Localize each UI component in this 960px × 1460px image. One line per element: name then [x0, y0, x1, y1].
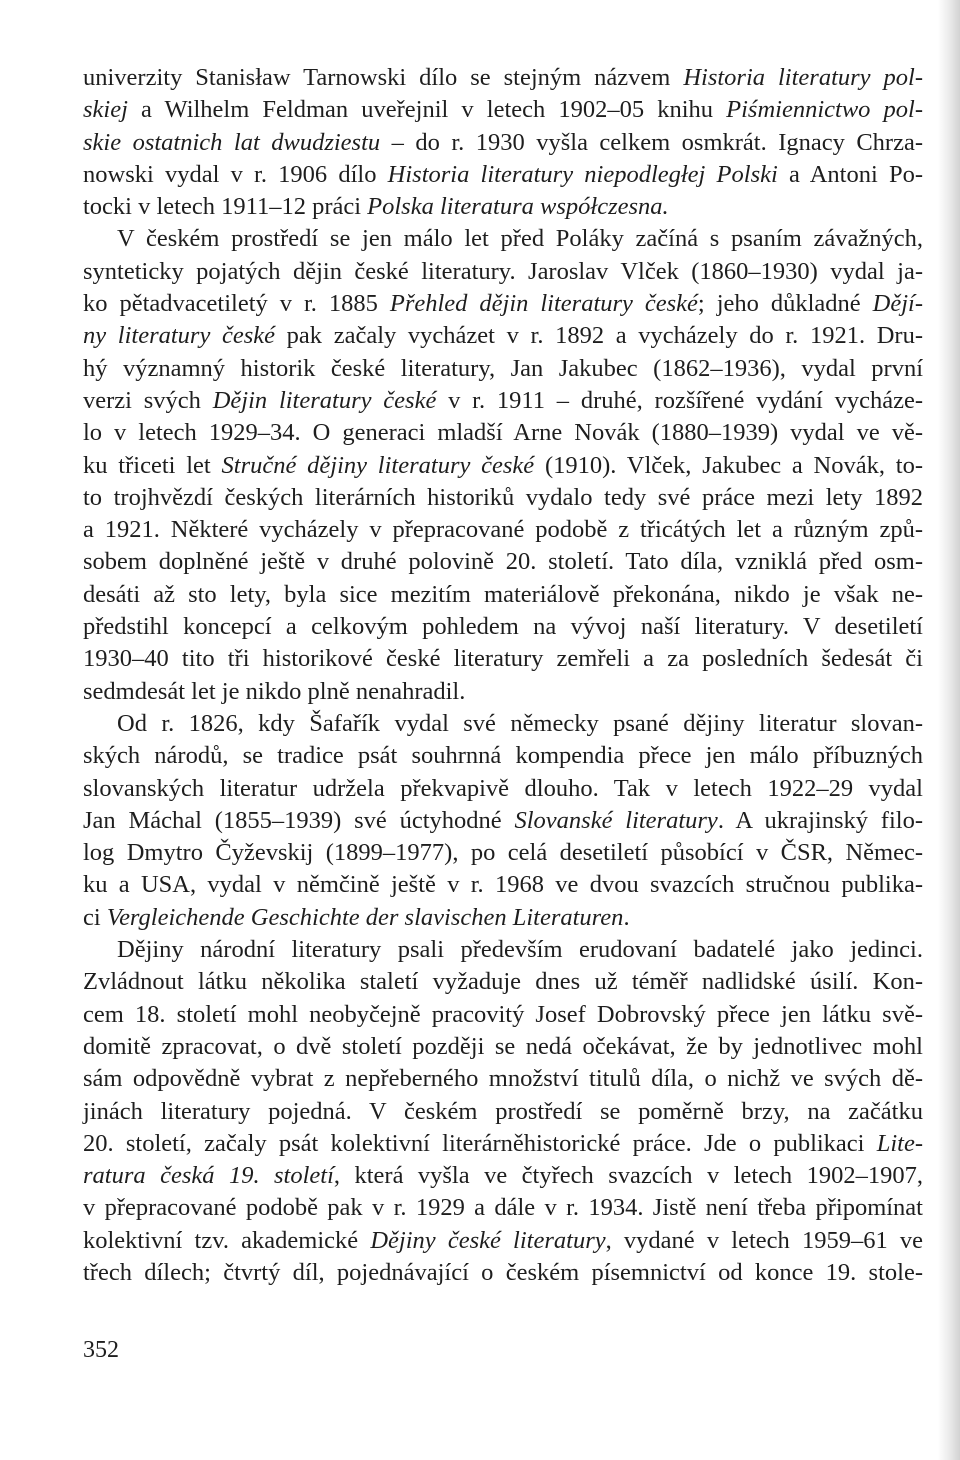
italic-title: Stručné dějiny literatury české [221, 451, 535, 479]
text-run: . [623, 903, 630, 931]
text-line [83, 159, 923, 191]
text-line [83, 740, 923, 772]
text-run: sám odpovědně vybrat z nepřeberného množství titulů díla, o nichž ve svých dě- [83, 1065, 923, 1093]
text-run: sedmdesát let je nikdo plně nenahradil. [83, 677, 466, 705]
text-run: ko pětadvacetiletý v r. 1885 [83, 290, 390, 318]
text-line [83, 1031, 923, 1063]
text-run: (1910). Vlček, Jakubec a Novák, to- [534, 451, 924, 479]
text-line [83, 837, 923, 869]
text-line [83, 611, 923, 643]
text-run: Jan Máchal (1855–1939) své úctyhodné [83, 806, 515, 834]
italic-title: Dějin literatury české [212, 386, 437, 414]
text-run: třech dílech; čtvrtý díl, pojednávající o českém písemnictví od konce 19. stole- [83, 1258, 923, 1286]
text-line [83, 288, 923, 320]
text-run: jinách literatury pojedná. V českém prostředí se poměrně brzy, na začátku [83, 1097, 923, 1125]
text-run: univerzity Stanisław Tarnowski dílo se stejným názvem [83, 64, 684, 91]
italic-title: ratura česká 19. století [83, 1162, 334, 1190]
text-run: slovanských literatur udržela překvapivě dlouho. Tak v letech 1922–29 vydal [83, 774, 923, 802]
text-line [83, 1160, 923, 1192]
text-run: ci [83, 903, 107, 931]
page-number: 352 [83, 1337, 119, 1363]
text-run: , vydané v letech 1959–61 ve [605, 1226, 924, 1254]
text-line [83, 223, 923, 255]
text-line [83, 708, 923, 740]
italic-title: Historia literatury pol- [683, 64, 923, 91]
text-run: pak začaly vycházet v r. 1892 a vycházely do r. 1921. Dru- [275, 322, 923, 350]
text-run: cem 18. století mohl neobyčejně pracovitý Josef Dobrovský přece jen látku svě- [83, 1000, 923, 1028]
text-line [83, 450, 923, 482]
text-line [83, 385, 923, 417]
page-edge-shadow [938, 0, 960, 1460]
text-line [83, 1225, 923, 1257]
paragraph [83, 62, 923, 223]
text-line [83, 127, 923, 159]
text-run: lo v letech 1929–34. O generaci mladší Arne Novák (1880–1939) vydal ve vě- [83, 419, 923, 447]
text-line [83, 805, 923, 837]
paragraph [83, 223, 923, 707]
text-line [83, 869, 923, 901]
text-run: nowski vydal v r. 1906 dílo [83, 160, 388, 188]
italic-title: Vergleichende Geschichte der slavischen Literaturen [106, 903, 624, 931]
text-line [83, 62, 923, 94]
italic-title: Polska literatura współczesna. [367, 193, 669, 221]
italic-title: Lite- [876, 1129, 923, 1157]
italic-title: Dějiny české literatury [370, 1226, 606, 1254]
text-line [83, 256, 923, 288]
text-line [83, 902, 923, 934]
text-line [83, 676, 923, 708]
text-run: synteticky pojatých dějin české literatury. Jaroslav Vlček (1860–1930) vydal ja- [83, 257, 923, 285]
italic-title: Dějí- [872, 290, 923, 318]
text-run: ku třiceti let [83, 451, 222, 479]
text-run: předstihl koncepcí a celkovým pohledem na vývoj naší literatury. V desetiletí [83, 613, 923, 641]
text-line [83, 94, 923, 126]
paragraph [83, 708, 923, 934]
italic-title: skiej [83, 96, 128, 124]
text-run: v přepracované podobě pak v r. 1929 a dále v r. 1934. Jistě není třeba připomínat [83, 1194, 923, 1222]
italic-title: skie ostatnich lat dwudziestu [83, 128, 381, 156]
text-run: verzi svých [83, 386, 213, 414]
text-line [83, 1257, 923, 1289]
text-line [83, 482, 923, 514]
text-run: Zvládnout látku několika staletí vyžaduje dnes už téměř nadlidské úsilí. Kon- [83, 968, 923, 996]
body-text [83, 62, 923, 1289]
text-run: a Antoni Po- [777, 160, 923, 188]
text-line [83, 999, 923, 1031]
italic-title: Historia literatury niepodległej Polski [387, 160, 778, 188]
text-line [83, 643, 923, 675]
text-run: tocki v letech 1911–12 práci [83, 193, 368, 221]
text-run: kolektivní tzv. akademické [83, 1226, 371, 1254]
text-run: desáti až sto lety, byla sice mezitím materiálově překonána, nikdo je však ne- [83, 580, 923, 608]
text-run: a 1921. Některé vycházely v přepracované podobě z třicátých let a různým způ- [83, 516, 923, 544]
text-run: Dějiny národní literatury psali především erudovaní badatelé jako jedinci. [117, 936, 923, 964]
text-run: ku a USA, vydal v němčině ještě v r. 1968 ve dvou svazcích stručnou publika- [83, 871, 923, 899]
text-line [83, 1063, 923, 1095]
text-run: log Dmytro Čyževskij (1899–1977), po celá desetiletí působící v ČSR, Němec- [83, 839, 923, 867]
text-run: ských národů, se tradice psát souhrnná kompendia přece jen málo příbuzných [83, 742, 923, 770]
text-line [83, 353, 923, 385]
text-run: Od r. 1826, kdy Šafařík vydal své německy psané dějiny literatur slovan- [117, 709, 923, 737]
text-run: V českém prostředí se jen málo let před Poláky začíná s psaním závažných, [117, 225, 923, 253]
text-line [83, 320, 923, 352]
text-line [83, 191, 923, 223]
text-line [83, 1096, 923, 1128]
text-run: sobem doplněné ještě v druhé polovině 20. století. Tato díla, vzniklá před osm- [83, 548, 923, 576]
text-run: hý významný historik české literatury, Jan Jakubec (1862–1936), vydal první [83, 354, 923, 382]
text-line [83, 579, 923, 611]
text-line [83, 1192, 923, 1224]
italic-title: Slovanské literatury [514, 806, 718, 834]
text-run: – do r. 1930 vyšla celkem osmkrát. Ignacy Chrza- [380, 128, 923, 156]
text-run: . A ukrajinský filo- [717, 806, 923, 834]
text-line [83, 773, 923, 805]
text-run: v r. 1911 – druhé, rozšířené vydání vycháze- [436, 386, 923, 414]
text-run: 1930–40 tito tři historikové české literatury zemřeli a za posledních šedesát či [83, 645, 923, 673]
paragraph [83, 934, 923, 1289]
text-line [83, 934, 923, 966]
text-line [83, 417, 923, 449]
text-run: a Wilhelm Feldman uveřejnil v letech 1902–05 knihu [127, 96, 727, 124]
italic-title: ny literatury české [83, 322, 276, 350]
text-line [83, 966, 923, 998]
text-run: , která vyšla ve čtyřech svazcích v letech 1902–1907, [333, 1162, 923, 1190]
text-run: ; jeho důkladné [697, 290, 873, 318]
text-run: 20. století, začaly psát kolektivní literárněhistorické práce. Jde o publikaci [83, 1129, 877, 1157]
text-run: domitě zpracovat, o dvě století později se nedá očekávat, že by jednotlivec mohl [83, 1032, 923, 1060]
italic-title: Přehled dějin literatury české [389, 290, 698, 318]
text-line [83, 514, 923, 546]
text-line [83, 546, 923, 578]
text-line [83, 1128, 923, 1160]
italic-title: Piśmiennictwo pol- [726, 96, 923, 124]
text-run: to trojhvězdí českých literárních historiků vydalo tedy své práce mezi lety 1892 [83, 483, 923, 511]
